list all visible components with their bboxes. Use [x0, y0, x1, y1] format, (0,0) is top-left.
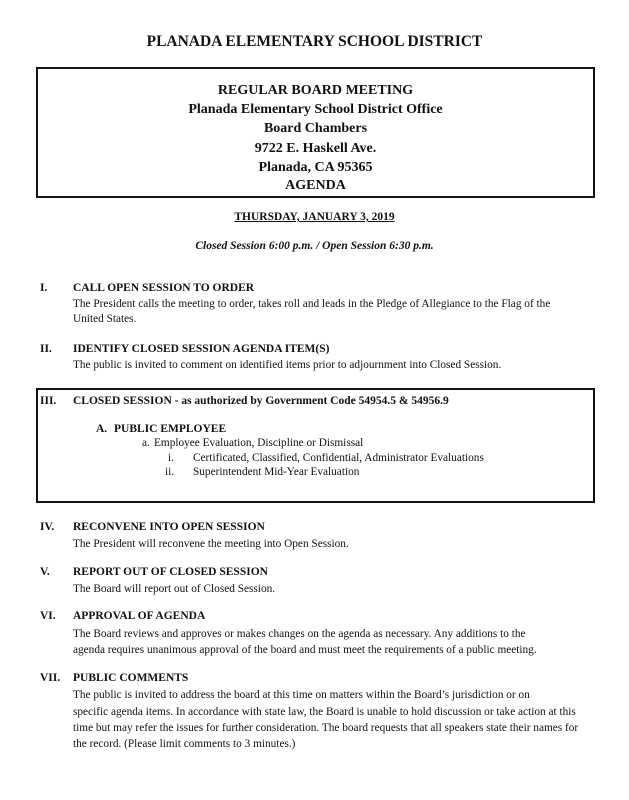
section-text: The public is invited to comment on identified items prior to adjournment into Closed Session.	[73, 359, 502, 371]
section-number: V.	[40, 566, 50, 578]
section-text: The President calls the meeting to order, takes roll and leads in the Pledge of Allegiance to the Flag of the	[73, 298, 551, 310]
section-heading: APPROVAL OF AGENDA	[73, 610, 206, 622]
section-heading: CALL OPEN SESSION TO ORDER	[73, 282, 255, 294]
section-number: III.	[40, 395, 57, 407]
section-text: the record. (Please limit comments to 3 minutes.)	[73, 738, 296, 750]
section-number: VI.	[40, 610, 56, 622]
section-number: VII.	[40, 672, 61, 684]
section-text: United States.	[73, 313, 137, 325]
section-heading: CLOSED SESSION - as authorized by Government Code 54954.5 & 54956.9	[73, 395, 449, 407]
item-text: Superintendent Mid-Year Evaluation	[193, 466, 360, 478]
item-label: ii.	[165, 466, 175, 478]
meeting-address: 9722 E. Haskell Ave.	[254, 141, 377, 156]
subsection-label: A.	[96, 423, 108, 435]
item-label: i.	[168, 452, 174, 464]
section-heading: REPORT OUT OF CLOSED SESSION	[73, 566, 268, 578]
section-number: I.	[40, 282, 48, 294]
section-text: The Board reviews and approves or makes changes on the agenda as necessary. Any additions to the	[73, 628, 526, 640]
section-heading: PUBLIC COMMENTS	[73, 672, 189, 684]
item-label: a.	[142, 437, 150, 449]
section-heading: IDENTIFY CLOSED SESSION AGENDA ITEM(S)	[73, 343, 330, 355]
section-text: The public is invited to address the board at this time on matters within the Board’s jurisdiction or on	[73, 689, 530, 701]
agenda-label: AGENDA	[285, 178, 346, 193]
meeting-type: REGULAR BOARD MEETING	[217, 83, 414, 98]
item-text: Certificated, Classified, Confidential, Administrator Evaluations	[193, 452, 484, 464]
section-text: specific agenda items. In accordance with state law, the Board is unable to hold discussion or take action at this	[73, 706, 576, 718]
meeting-date: THURSDAY, JANUARY 3, 2019	[234, 211, 395, 223]
section-text: time but may refer the issues for further consideration. The board requests that all speakers state their names for	[73, 722, 579, 734]
section-heading: RECONVENE INTO OPEN SESSION	[73, 521, 265, 533]
district-title: PLANADA ELEMENTARY SCHOOL DISTRICT	[146, 33, 483, 50]
subsection-heading: PUBLIC EMPLOYEE	[114, 423, 227, 435]
meeting-room: Board Chambers	[263, 121, 368, 136]
section-text: The President will reconvene the meeting into Open Session.	[73, 538, 349, 550]
section-text: agenda requires unanimous approval of the board and must meet the requirements of a public meeting.	[73, 644, 537, 656]
meeting-header-box	[36, 67, 595, 198]
section-number: II.	[40, 343, 52, 355]
section-text: The Board will report out of Closed Session.	[73, 583, 276, 595]
section-number: IV.	[40, 521, 55, 533]
session-times: Closed Session 6:00 p.m. / Open Session 6:30 p.m.	[195, 240, 434, 252]
meeting-city: Planada, CA 95365	[258, 160, 373, 175]
item-text: Employee Evaluation, Discipline or Dismissal	[154, 437, 364, 449]
meeting-location: Planada Elementary School District Office	[188, 102, 443, 117]
